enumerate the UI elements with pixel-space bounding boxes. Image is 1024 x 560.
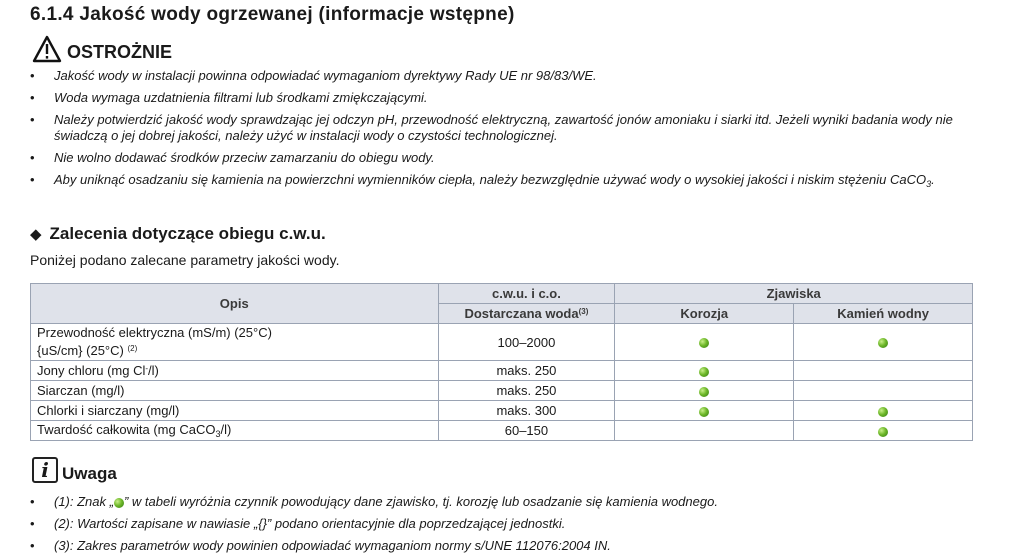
table-cell-value: maks. 300 <box>438 401 615 421</box>
table-cell-value: maks. 250 <box>438 361 615 381</box>
caution-list <box>30 68 990 198</box>
table-cell-korozja <box>615 421 794 441</box>
list-item <box>30 172 990 192</box>
green-dot-icon <box>699 407 709 417</box>
green-dot-icon <box>878 338 888 348</box>
list-item: • (2): Wartości zapisane w nawiasie „{}” podano orientacyjnie dla poprzedzającej jednostki. <box>30 516 990 532</box>
info-icon: i <box>32 457 58 483</box>
table-cell-kamien <box>794 324 973 361</box>
table-row <box>31 361 973 381</box>
table-cell-kamien <box>794 421 973 441</box>
note-label: Uwaga <box>62 464 117 483</box>
table-cell-desc: Przewodność elektryczna (mS/m) (25°C) {uS/cm} (25°C) $^{(2)}$ <box>31 324 439 361</box>
table-row <box>31 421 973 441</box>
list-item: • (1): Znak „ ” w tabeli wyróżnia czynnik powodujący dane zjawisko, tj. korozję lub osadzanie się kamienia wodnego. <box>30 494 990 510</box>
note-list <box>30 494 990 560</box>
table-row <box>31 324 973 361</box>
caco3-formula: CaCO$_3$. <box>890 172 935 189</box>
caution-header <box>32 34 172 64</box>
header-korozja: Korozja <box>615 304 794 324</box>
header-zjawiska: Zjawiska <box>615 284 973 304</box>
table-cell-value: 60–150 <box>438 421 615 441</box>
table-cell-korozja <box>615 324 794 361</box>
note-header <box>32 456 117 484</box>
table-cell-desc: Twardość całkowita (mg CaCO$_3$/l) <box>31 421 439 441</box>
section-title: 6.1.4 Jakość wody ogrzewanej (informacje wstępne) <box>30 4 515 25</box>
list-item-text: Aby uniknąć osadzaniu się kamienia na powierzchni wymienników ciepła, należy bezwzględnie używać wody o wysokiej jakości i niskim stężeniu <box>54 172 887 187</box>
caution-label: OSTROŻNIE <box>67 41 173 62</box>
green-dot-icon <box>699 367 709 377</box>
green-dot-icon <box>878 427 888 437</box>
green-dot-icon <box>114 498 124 508</box>
table-cell-korozja <box>615 401 794 421</box>
table-row <box>31 401 973 421</box>
table-cell-desc: Jony chloru (mg Cl-/l) <box>31 361 439 381</box>
table-cell-desc: Siarczan (mg/l) <box>31 381 439 401</box>
table-cell-kamien <box>794 361 973 381</box>
section-heading <box>30 224 326 244</box>
table-cell-desc: Chlorki i siarczany (mg/l) <box>31 401 439 421</box>
table-cell-kamien <box>794 381 973 401</box>
water-parameters-table <box>30 283 973 441</box>
header-kamien: Kamień wodny <box>794 304 973 324</box>
list-item: • Jakość wody w instalacji powinna odpowiadać wymaganiom dyrektywy Rady UE nr 98/83/WE. <box>30 68 990 84</box>
header-cwu: c.w.u. i c.o. <box>438 284 615 304</box>
green-dot-icon <box>878 407 888 417</box>
green-dot-icon <box>699 338 709 348</box>
intro-text: Poniżej podano zalecane parametry jakości wody. <box>30 252 340 268</box>
header-opis: Opis <box>31 284 439 324</box>
section-heading-text: Zalecenia dotyczące obiegu c.w.u. <box>49 224 326 243</box>
list-item: • (3): Zakres parametrów wody powinien odpowiadać wymaganiom normy s/UNE 112076:2004 IN. <box>30 538 990 554</box>
table-cell-korozja <box>615 381 794 401</box>
header-dostarczana: Dostarczana woda$^{(3)}$ <box>438 304 615 324</box>
diamond-bullet-icon: ◆ <box>30 226 42 243</box>
table-cell-value: 100–2000 <box>438 324 615 361</box>
warning-triangle-icon <box>32 35 62 63</box>
green-dot-icon <box>699 387 709 397</box>
table-cell-korozja <box>615 361 794 381</box>
list-item: • Woda wymaga uzdatnienia filtrami lub środkami zmiękczającymi. <box>30 90 990 106</box>
list-item: • Nie wolno dodawać środków przeciw zamarzaniu do obiegu wody. <box>30 150 990 166</box>
table-row <box>31 381 973 401</box>
table-cell-value: maks. 250 <box>438 381 615 401</box>
list-item: • Należy potwierdzić jakość wody sprawdzając jej odczyn pH, przewodność elektryczną, zawartość jonów amoniaku i siarki itd. Jeżeli wyniki badania wody nie świadczą o jej dobrej jakości, należy użyć w instalacji wody o czystości technologicznej. <box>30 112 990 144</box>
table-cell-kamien <box>794 401 973 421</box>
